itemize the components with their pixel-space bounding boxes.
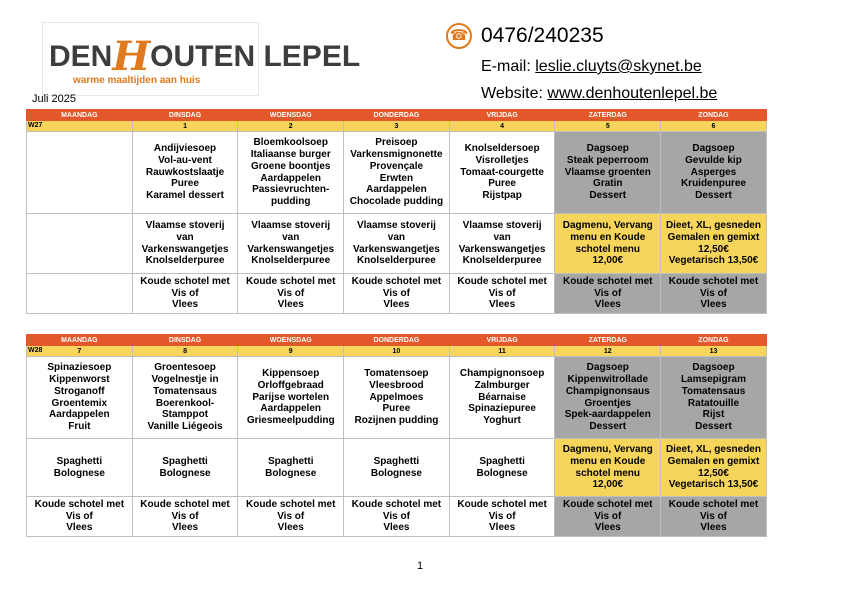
logo-wordmark: DENHOUTEN LEPEL bbox=[49, 33, 361, 80]
day-header: DONDERDAG bbox=[344, 110, 450, 121]
menu-table-week-28 bbox=[26, 334, 767, 537]
menu-cell: Groentesoep Vogelnestje in Tomatensaus Boerenkool- Stamppot Vanille Liégeois bbox=[132, 357, 238, 439]
menu-cell: Spaghetti Bolognese bbox=[27, 439, 133, 497]
menu-cell: Spaghetti Bolognese bbox=[344, 439, 450, 497]
menu-cell: Koude schotel met Vis of Vlees bbox=[449, 274, 555, 314]
day-header: VRIJDAG bbox=[449, 335, 555, 346]
menu-cell: Koude schotel met Vis of Vlees bbox=[132, 274, 238, 314]
menu-cell: Spinaziesoep Kippenworst Stroganoff Groentemix Aardappelen Fruit bbox=[27, 357, 133, 439]
website-link[interactable]: www.denhoutenlepel.be bbox=[547, 85, 718, 102]
menu-cell: Dagsoep Gevulde kip Asperges Kruidenpuree Dessert bbox=[661, 132, 767, 214]
menu-cell: Kippensoep Orloffgebraad Parijse wortelen Aardappelen Griesmeelpudding bbox=[238, 357, 344, 439]
logo bbox=[42, 22, 361, 96]
menu-cell: Koude schotel met Vis of Vlees bbox=[238, 497, 344, 537]
date-cell: 12 bbox=[555, 346, 661, 357]
email-line: E-mail: leslie.cluyts@skynet.be bbox=[481, 58, 702, 75]
menu-cell: Tomatensoep Vleesbrood Appelmoes Puree Rozijnen pudding bbox=[344, 357, 450, 439]
date-row bbox=[27, 121, 767, 132]
day-header: ZONDAG bbox=[661, 335, 767, 346]
menu-cell: Koude schotel met Vis of Vlees bbox=[555, 274, 661, 314]
menu-cell: Andijviesoep Vol-au-vent Rauwkostslaatje Puree Karamel dessert bbox=[132, 132, 238, 214]
menu-cell: Spaghetti Bolognese bbox=[449, 439, 555, 497]
menu-cell: Koude schotel met Vis of Vlees bbox=[344, 497, 450, 537]
date-cell bbox=[27, 121, 133, 132]
menu-table-week-27 bbox=[26, 109, 767, 314]
menu-cell: Preisoep Varkensmignonette Provençale Erwten Aardappelen Chocolade pudding bbox=[344, 132, 450, 214]
menu-row bbox=[27, 439, 767, 497]
day-header: ZATERDAG bbox=[555, 110, 661, 121]
menu-cell: Spaghetti Bolognese bbox=[132, 439, 238, 497]
date-cell: 5 bbox=[555, 121, 661, 132]
menu-cell: Dieet, XL, gesneden Gemalen en gemixt 12,50€ Vegetarisch 13,50€ bbox=[661, 214, 767, 274]
date-cell: 8 bbox=[132, 346, 238, 357]
day-header: VRIJDAG bbox=[449, 110, 555, 121]
menu-row bbox=[27, 214, 767, 274]
day-header: WOENSDAG bbox=[238, 110, 344, 121]
date-row bbox=[27, 346, 767, 357]
menu-row bbox=[27, 497, 767, 537]
month-label: Juli 2025 bbox=[32, 93, 77, 105]
date-cell: 10 bbox=[344, 346, 450, 357]
menu-cell: Dagsoep Steak peperroom Vlaamse groenten Gratin Dessert bbox=[555, 132, 661, 214]
day-header-row bbox=[27, 335, 767, 346]
menu-cell: Vlaamse stoverij van Varkenswangetjes Knolselderpuree bbox=[449, 214, 555, 274]
date-cell: W28 7 bbox=[27, 346, 133, 357]
day-header: ZATERDAG bbox=[555, 335, 661, 346]
menu-cell: Koude schotel met Vis of Vlees bbox=[661, 497, 767, 537]
menu-cell: Knolseldersoep Visrolletjes Tomaat-courgette Puree Rijstpap bbox=[449, 132, 555, 214]
phone-icon: ☎ bbox=[446, 23, 472, 49]
day-header: WOENSDAG bbox=[238, 335, 344, 346]
menu-cell: Bloemkoolsoep Italiaanse burger Groene boontjes Aardappelen Passievruchten- pudding bbox=[238, 132, 344, 214]
day-header: DONDERDAG bbox=[344, 335, 450, 346]
date-cell: 2 bbox=[238, 121, 344, 132]
menu-cell: Dieet, XL, gesneden Gemalen en gemixt 12,50€ Vegetarisch 13,50€ bbox=[661, 439, 767, 497]
menu-cell: Vlaamse stoverij van Varkenswangetjes Knolselderpuree bbox=[238, 214, 344, 274]
menu-cell: Koude schotel met Vis of Vlees bbox=[555, 497, 661, 537]
date-cell: 6 bbox=[661, 121, 767, 132]
menu-cell: Vlaamse stoverij van Varkenswangetjes Knolselderpuree bbox=[344, 214, 450, 274]
menu-cell: Champignonsoep Zalmburger Béarnaise Spinaziepuree Yoghurt bbox=[449, 357, 555, 439]
website-line: Website: www.denhoutenlepel.be bbox=[481, 85, 718, 102]
date-cell: 9 bbox=[238, 346, 344, 357]
email-link[interactable]: leslie.cluyts@skynet.be bbox=[535, 58, 702, 75]
date-cell: 11 bbox=[449, 346, 555, 357]
date-cell: 3 bbox=[344, 121, 450, 132]
day-header: ZONDAG bbox=[661, 110, 767, 121]
menu-cell: Koude schotel met Vis of Vlees bbox=[27, 497, 133, 537]
menu-cell: Koude schotel met Vis of Vlees bbox=[344, 274, 450, 314]
date-cell: 4 bbox=[449, 121, 555, 132]
menu-cell: Koude schotel met Vis of Vlees bbox=[132, 497, 238, 537]
phone-number: 0476/240235 bbox=[481, 24, 604, 47]
day-header: DINSDAG bbox=[132, 335, 238, 346]
menu-cell: Dagsoep Kippenwitrollade Champignonsaus Groentjes Spek-aardappelen Dessert bbox=[555, 357, 661, 439]
menu-row bbox=[27, 274, 767, 314]
menu-row bbox=[27, 357, 767, 439]
menu-cell: Dagsoep Lamsepigram Tomatensaus Ratatouille Rijst Dessert bbox=[661, 357, 767, 439]
menu-cell: Dagmenu, Vervang menu en Koude schotel menu 12,00€ bbox=[555, 439, 661, 497]
day-header-row bbox=[27, 110, 767, 121]
week-label: W27 bbox=[28, 122, 43, 129]
menu-cell bbox=[27, 274, 133, 314]
date-cell: 1 bbox=[132, 121, 238, 132]
logo-subtitle: warme maaltijden aan huis bbox=[73, 75, 201, 86]
menu-cell bbox=[27, 214, 133, 274]
day-header: DINSDAG bbox=[132, 110, 238, 121]
day-header: MAANDAG bbox=[27, 110, 133, 121]
menu-cell bbox=[27, 132, 133, 214]
menu-cell: Dagmenu, Vervang menu en Koude schotel menu 12,00€ bbox=[555, 214, 661, 274]
menu-row bbox=[27, 132, 767, 214]
menu-cell: Koude schotel met Vis of Vlees bbox=[449, 497, 555, 537]
menu-cell: Koude schotel met Vis of Vlees bbox=[661, 274, 767, 314]
week-label: W28 bbox=[28, 347, 43, 354]
menu-cell: Koude schotel met Vis of Vlees bbox=[238, 274, 344, 314]
day-header: MAANDAG bbox=[27, 335, 133, 346]
menu-cell: Spaghetti Bolognese bbox=[238, 439, 344, 497]
page-number: 1 bbox=[417, 560, 424, 572]
date-cell: 13 bbox=[661, 346, 767, 357]
menu-cell: Vlaamse stoverij van Varkenswangetjes Knolselderpuree bbox=[132, 214, 238, 274]
